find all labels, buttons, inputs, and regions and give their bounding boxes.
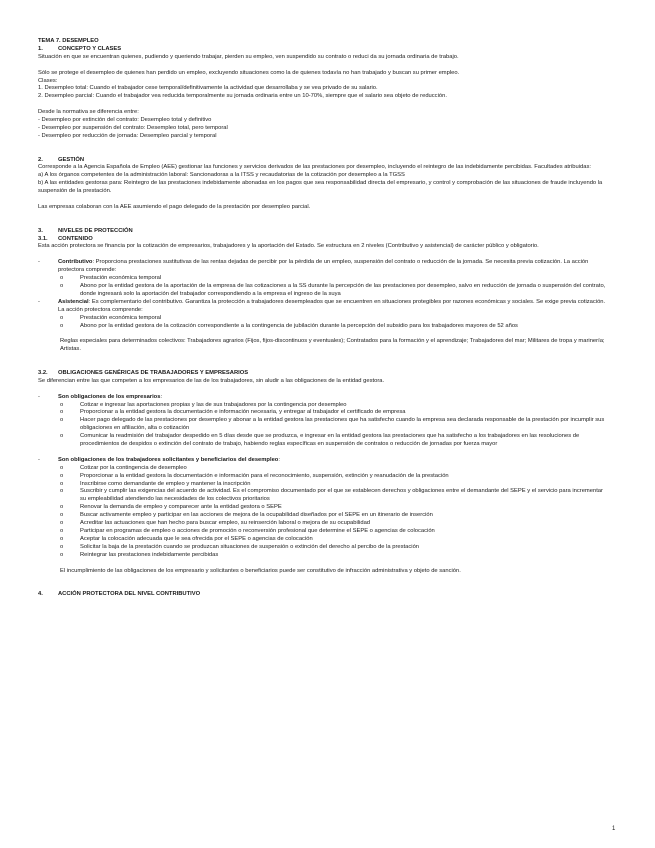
paragraph-line: - Desempleo por extinción del contrato: Desempleo total y definitivo xyxy=(38,117,212,124)
obligations-label: Son obligaciones de los trabajadores solicitantes y beneficiarios del desempleo xyxy=(58,456,279,463)
list-item xyxy=(38,488,606,504)
list-item xyxy=(38,481,606,489)
list-item-text: Comunicar la readmisión del trabajador despedido en 5 días desde que se produzca, e ingresar en la entidad gestora las prestaciones que ha satisfecho a los trabajadores en las resoluciones de procedimientos de despidos o extinción del contrato de trabajo, habiendo reglas específicas en suspensión de contratos o reducción de jornadas por fuerza mayor xyxy=(80,433,580,448)
dash-bullet: - xyxy=(38,298,40,305)
subsection-title: CONTENIDO xyxy=(58,235,93,242)
list-item xyxy=(38,275,606,283)
paragraph: Esta acción protectora se financia por la cotización de empresarios, trabajadores y la aportación del Estado. Se estructura en 2 niveles (Contributivo y asistencial) de carácter público y obligatorio. xyxy=(38,243,539,250)
circle-bullet-icon: o xyxy=(60,488,64,495)
level-label: Contributivo xyxy=(58,259,93,266)
section-number: 2. xyxy=(38,156,43,163)
section-number: 3. xyxy=(38,227,43,234)
circle-bullet-icon: o xyxy=(60,527,64,534)
level-text: : Proporciona prestaciones sustitutivas de las rentas dejadas de percibir por la pérdida de un empleo, suspensión del contrato o reducción de la jornada. Se necesita previa cotización. La acción protectora comprende: xyxy=(58,259,589,274)
dash-bullet: - xyxy=(38,456,40,463)
employer-obligations xyxy=(38,394,606,402)
list-item-text: Prestación económica temporal xyxy=(80,314,162,321)
list-item-text: Solicitar la baja de la prestación cuando se produzcan situaciones de suspensión o extinción del derecho al percibo de la prestación xyxy=(80,543,420,550)
list-item xyxy=(38,283,606,299)
list-item xyxy=(38,315,606,323)
list-item-text: Abono por la entidad gestora de la cotización correspondiente a la contingencia de jubilación durante la percepción del subsidio para los trabajadores mayores de 52 años xyxy=(80,322,518,329)
paragraph-line: Sólo se protege el desempleo de quienes han perdido un empleo, excluyendo situaciones como la de quienes todavía no han trabajado y buscan su primer empleo. xyxy=(38,69,460,76)
colon: : xyxy=(278,456,280,463)
level-label: Asistencial xyxy=(58,298,89,305)
circle-bullet-icon: o xyxy=(60,551,64,558)
worker-obligations xyxy=(38,457,606,465)
list-item xyxy=(38,465,606,473)
circle-bullet-icon: o xyxy=(60,472,64,479)
list-item xyxy=(38,520,606,528)
circle-bullet-icon: o xyxy=(60,512,64,519)
circle-bullet-icon: o xyxy=(60,282,64,289)
employer-obligations-list xyxy=(38,402,606,449)
subsection-3-2-heading xyxy=(38,370,606,378)
section-title: CONCEPTO Y CLASES xyxy=(58,45,122,52)
list-item xyxy=(38,402,606,410)
list-item-text: Reintegrar las prestaciones indebidamente percibidas xyxy=(80,551,219,558)
list-item-text: Buscar activamente empleo y participar en las acciones de mejora de la ocupabilidad diseñados por el SEPE en un itinerario de inserción xyxy=(80,512,433,519)
paragraph: Situación en que se encuentran quienes, pudiendo y queriendo trabajar, pierden su empleo, ven suspendido su contrato o reduci da su jornada ordinaria de trabajo. xyxy=(38,53,459,60)
special-rules-paragraph: Reglas especiales para determinados colectivos: Trabajadores agrarios (Fijos, fijos-discontinuos y eventuales); Contratados para la formación y el aprendizaje; Trabajadores del mar; Militares de tropa y marinería; Artistas. xyxy=(60,338,605,353)
obligations-label: Son obligaciones de los empresarios xyxy=(58,393,161,400)
subsection-number: 3.1. xyxy=(38,235,48,242)
list-item xyxy=(38,536,606,544)
section-1-heading xyxy=(38,46,606,54)
subsection-title: OBLIGACIONES GENÉRICAS DE TRABAJADORES Y EMPRESARIOS xyxy=(58,369,249,376)
circle-bullet-icon: o xyxy=(60,401,64,408)
section-4-heading xyxy=(38,591,606,599)
list-item-text: Participar en programas de empleo o acciones de promoción o reconversión profesional que determine el SEPE o agencias de colocación xyxy=(80,527,435,534)
list-item-text: Abono por la entidad gestora de la aportación de la empresa de las cotizaciones a la SS durante la percepción de las prestaciones por desempleo, salvo en reducción de jornada o suspensión del contrato, donde ingresará solo la aportación del trabajador correspondiendo a la empresa el ingreso de la suya xyxy=(80,282,606,297)
list-item xyxy=(38,409,606,417)
circle-bullet-icon: o xyxy=(60,543,64,550)
paragraph-line: b) A las entidades gestoras para: Reintegro de las prestaciones indebidamente abonadas en los pagos que sea responsabilidad directa del empresario, y control y comprobación de las situaciones de fraude incluyendo la suspensión de la prestación. xyxy=(38,180,603,195)
section-2-heading xyxy=(38,157,606,165)
paragraph-line: Desde la normativa se diferencia entre: xyxy=(38,109,139,116)
paragraph-line: Clases: xyxy=(38,77,58,84)
circle-bullet-icon: o xyxy=(60,322,64,329)
circle-bullet-icon: o xyxy=(60,433,64,440)
level-text: : Es complementario del contributivo. Garantiza la protección a trabajadores desempleados que se encuentren en situaciones protegibles por razones económicas y sociales. Se exige previa cotización. La acción protectora comprende: xyxy=(58,298,606,313)
paragraph: Se diferencian entre las que competen a los empresarios de las de los trabajadores, sin aludir a las obligaciones de la entidad gestora. xyxy=(38,377,385,384)
list-item xyxy=(38,552,606,560)
dash-bullet: - xyxy=(38,393,40,400)
protection-level-asistencial xyxy=(38,299,606,315)
subsection-number: 3.2. xyxy=(38,369,48,376)
section-3-heading xyxy=(38,228,606,236)
paragraph-line: - Desempleo por reducción de jornada: Desempleo parcial y temporal xyxy=(38,132,217,139)
circle-bullet-icon: o xyxy=(60,409,64,416)
list-item xyxy=(38,417,606,433)
circle-bullet-icon: o xyxy=(60,464,64,471)
list-item xyxy=(38,544,606,552)
list-item-text: Prestación económica temporal xyxy=(80,275,162,282)
list-item xyxy=(38,323,606,331)
circle-bullet-icon: o xyxy=(60,480,64,487)
list-item xyxy=(38,473,606,481)
list-item xyxy=(38,528,606,536)
circle-bullet-icon: o xyxy=(60,314,64,321)
list-item-text: Proporcionar a la entidad gestora la documentación e información necesaria, y entregar al trabajador el certificado de empresa xyxy=(80,409,406,416)
dash-bullet: - xyxy=(38,259,40,266)
section-title: GESTIÓN xyxy=(58,156,85,163)
document-title: TEMA 7. DESEMPLEO xyxy=(38,38,99,44)
protection-level-contributivo xyxy=(38,259,606,275)
section-number: 4. xyxy=(38,591,43,598)
list-item-text: Hacer pago delegado de las prestaciones por desempleo y abonar a la entidad gestora las prestaciones que ha satisfecho cuando la empresa sea declarada responsable de la prestación por incumplir sus obligaciones en afiliación, alta o cotización xyxy=(80,417,605,432)
circle-bullet-icon: o xyxy=(60,504,64,511)
paragraph-line: - Desempleo por suspensión del contrato: Desempleo total, pero temporal xyxy=(38,124,228,131)
list-item-text: Inscribirse como demandante de empleo y mantener la inscripción xyxy=(80,480,251,487)
section-number: 1. xyxy=(38,45,43,52)
list-item-text: Suscribir y cumplir las exigencias del acuerdo de actividad. Es el compromiso documentado por el que se establecen derechos y obligaciones entre el demandante del SEPE y el servicio para incrementar su empleabilidad atendiendo las necesidades de los colectivos prioritarios xyxy=(80,488,603,503)
section-title: NIVELES DE PROTECCIÓN xyxy=(58,227,133,234)
paragraph-line: 1. Desempleo total: Cuando el trabajador cese temporal/definitivamente la actividad que desarrollaba y se vea privado de su salario. xyxy=(38,85,378,92)
paragraph-line: Corresponde a la Agencia Española de Empleo (AEE) gestionar las funciones y servicios derivados de las prestaciones por desempleo, incluyendo el reintegro de las indebidamente percibidas. Facultades atribuidas: xyxy=(38,164,591,171)
closing-paragraph: El incumplimiento de las obligaciones de los empresario y solicitantes o beneficiarios puede ser constitutivo de infracción administrativa y objeto de sanción. xyxy=(60,567,461,574)
list-item xyxy=(38,512,606,520)
list-item-text: Proporcionar a la entidad gestora la documentación e información para el reconocimiento, suspensión, extinción y reanudación de la prestación xyxy=(80,472,449,479)
circle-bullet-icon: o xyxy=(60,520,64,527)
paragraph: Las empresas colaboran con la AEE asumiendo el pago delegado de la prestación por desempleo parcial. xyxy=(38,203,311,210)
circle-bullet-icon: o xyxy=(60,417,64,424)
list-item-text: Cotizar e ingresar las aportaciones propias y las de sus trabajadores por la contingencia por desempleo xyxy=(80,401,347,408)
page-number: 1 xyxy=(612,826,616,832)
colon: : xyxy=(160,393,163,400)
list-item xyxy=(38,433,606,449)
document-page xyxy=(38,38,606,599)
paragraph-line: a) A los órganos competentes de la administración laboral: Sancionadoras a la ITSS y recaudatorias de la cotización por desempleo a la TGSS xyxy=(38,172,405,179)
list-item-text: Renovar la demanda de empleo y comparecer ante la entidad gestora o SEPE xyxy=(80,504,282,511)
section-title: ACCIÓN PROTECTORA DEL NIVEL CONTRIBUTIVO xyxy=(58,591,201,598)
paragraph-line: 2. Desempleo parcial: Cuando el trabajador vea reducida temporalmente su jornada ordinaria entre un 10-70%, siempre que el salario sea objeto de reducción. xyxy=(38,93,447,100)
list-item xyxy=(38,504,606,512)
sub-list xyxy=(38,275,606,299)
circle-bullet-icon: o xyxy=(60,275,64,282)
subsection-3-1-heading xyxy=(38,236,606,244)
list-item-text: Aceptar la colocación adecuada que le sea ofrecida por el SEPE o agencias de colocación xyxy=(80,535,313,542)
circle-bullet-icon: o xyxy=(60,535,64,542)
sub-list xyxy=(38,315,606,331)
list-item-text: Acreditar las actuaciones que han hecho para buscar empleo, su reinserción laboral o mejora de su ocupabilidad xyxy=(80,520,371,527)
worker-obligations-list xyxy=(38,465,606,560)
list-item-text: Cotizar por la contingencia de desempleo xyxy=(80,464,187,471)
